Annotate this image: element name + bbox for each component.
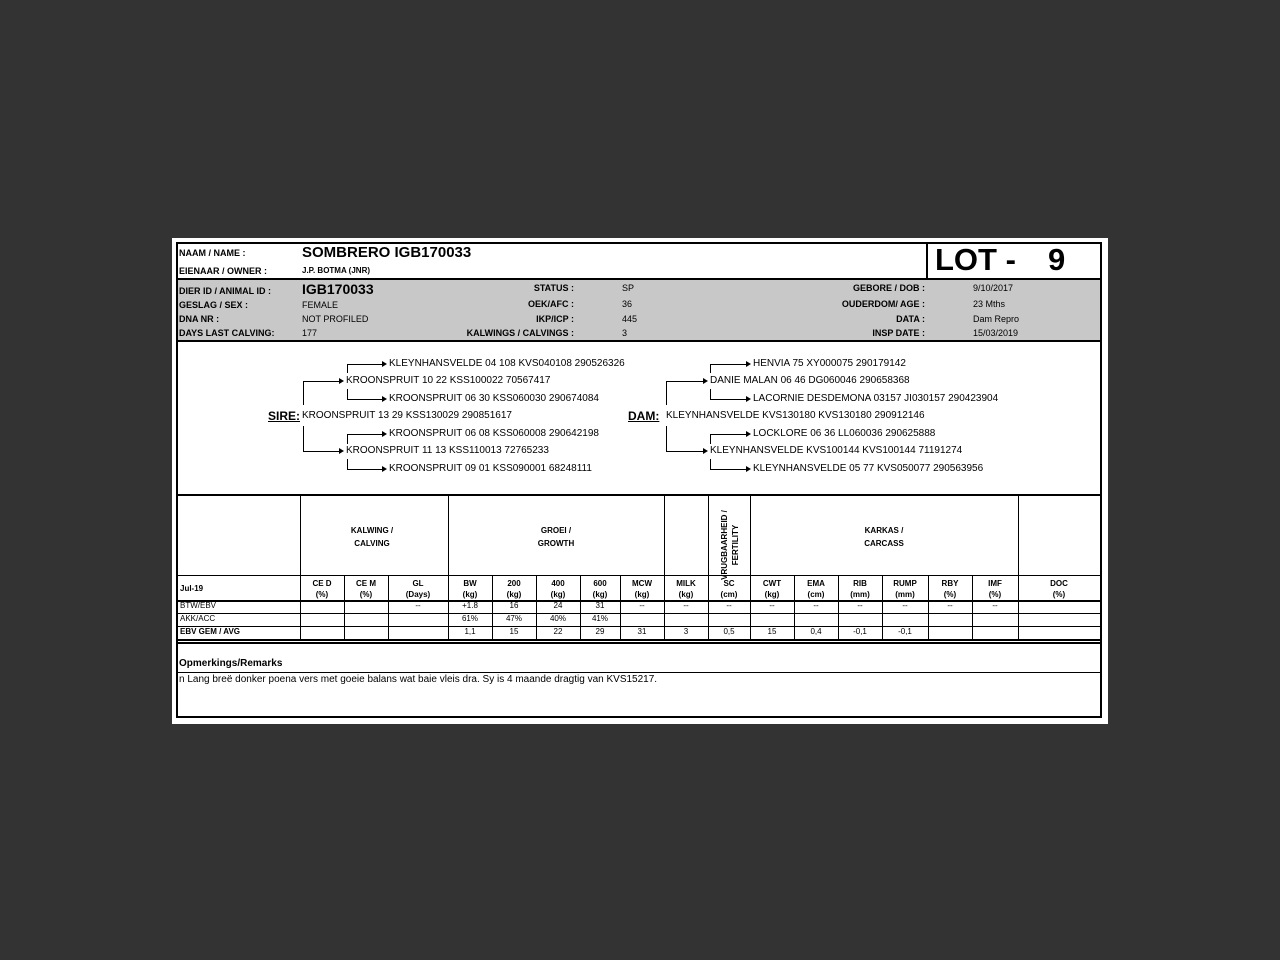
lot-card <box>172 238 1108 724</box>
arrow-icon <box>382 396 387 402</box>
arrow-icon <box>746 361 751 367</box>
ebv-cell: -- <box>992 601 998 610</box>
days-calving-value: 177 <box>302 328 318 338</box>
dna-label: DNA NR : <box>179 314 220 324</box>
ebv-col-header: CWT (kg) <box>762 579 782 599</box>
ebv-cell: 3 <box>683 627 689 636</box>
ebv-cell: -- <box>639 601 645 610</box>
ebv-col-header: DOC (%) <box>1050 579 1068 599</box>
age-label: OUDERDOM/ AGE : <box>841 299 925 309</box>
lot-number: 9 <box>1048 242 1066 277</box>
calvings-label: KALWINGS / CALVINGS : <box>466 328 574 338</box>
lot-label: LOT - <box>935 242 1016 277</box>
dam: KLEYNHANSVELDE KVS130180 KVS130180 290912146 <box>666 410 925 421</box>
icp-label: IKP/ICP : <box>536 314 574 324</box>
ebv-cell: 1,1 <box>464 627 476 636</box>
age-value: 23 Mths <box>973 299 1006 309</box>
ebv-cell: 61% <box>461 614 478 623</box>
ebv-cell: -- <box>902 601 908 610</box>
ebv-cell: 0,4 <box>810 627 822 636</box>
dam-dam-sire: LOCKLORE 06 36 LL060036 290625888 <box>753 428 936 439</box>
dna-value: NOT PROFILED <box>302 314 369 324</box>
ebv-col-header: EMA (cm) <box>807 579 825 599</box>
calvings-value: 3 <box>622 328 628 338</box>
name-label: NAAM / NAME : <box>179 248 246 258</box>
ebv-col-header: IMF (%) <box>988 579 1002 599</box>
afc-value: 36 <box>622 299 633 309</box>
ebv-cell: 15 <box>509 627 519 636</box>
ebv-cell: 16 <box>509 601 519 610</box>
remarks-text: n Lang breë donker poena vers met goeie balans wat baie vleis dra. Sy is 4 maande dragtig van KVS15217. <box>179 674 658 685</box>
ebv-cell: -- <box>857 601 863 610</box>
insp-date-value: 15/03/2019 <box>973 328 1019 338</box>
sire: KROONSPRUIT 13 29 KSS130029 290851617 <box>302 410 512 421</box>
ebv-row-label: EBV GEM / AVG <box>180 627 241 636</box>
ebv-cell: -0,1 <box>853 627 867 636</box>
ebv-col-header: GL (Days) <box>405 579 431 599</box>
ebv-col-header: RIB (mm) <box>850 579 870 599</box>
data-label: DATA : <box>896 314 925 324</box>
ebv-cell: 40% <box>549 614 566 623</box>
ebv-cell: -- <box>813 601 819 610</box>
ebv-col-header: BW (kg) <box>462 579 478 599</box>
ebv-cell: -- <box>769 601 775 610</box>
ebv-col-header: CE M (%) <box>356 579 376 599</box>
dam-sire-sire: HENVIA 75 XY000075 290179142 <box>753 358 906 369</box>
ebv-col-header: MCW (kg) <box>632 579 652 599</box>
sire-dam: KROONSPRUIT 11 13 KSS110013 72765233 <box>346 445 549 456</box>
dob-label: GEBORE / DOB : <box>852 283 925 293</box>
ebv-col-header: 400 (kg) <box>550 579 566 599</box>
animal-name: SOMBRERO IGB170033 <box>302 244 472 261</box>
ebv-cell: +1.8 <box>462 601 478 610</box>
ebv-row-label: AKK/ACC <box>180 614 216 623</box>
sire-dam-dam: KROONSPRUIT 09 01 KSS090001 68248111 <box>389 463 592 474</box>
ebv-cell: 15 <box>767 627 777 636</box>
ebv-col-header: 600 (kg) <box>592 579 608 599</box>
dob-value: 9/10/2017 <box>973 283 1014 293</box>
arrow-icon <box>746 466 751 472</box>
dam-sire: DANIE MALAN 06 46 DG060046 290658368 <box>710 375 910 386</box>
arrow-icon <box>339 448 344 454</box>
ebv-cell: -- <box>683 601 689 610</box>
sire-sire-dam: KROONSPRUIT 06 30 KSS060030 290674084 <box>389 393 599 404</box>
ebv-col-header: RBY (%) <box>941 579 959 599</box>
owner-label: EIENAAR / OWNER : <box>179 266 268 276</box>
arrow-icon <box>382 431 387 437</box>
dam-dam-dam: KLEYNHANSVELDE 05 77 KVS050077 290563956 <box>753 463 984 474</box>
ebv-cell: 31 <box>595 601 605 610</box>
ebv-col-header: MILK (kg) <box>676 579 696 599</box>
remarks-title: Opmerkings/Remarks <box>179 658 283 669</box>
ebv-cell: 47% <box>505 614 522 623</box>
afc-label: OEK/AFC : <box>528 299 574 309</box>
dam-label: DAM: <box>628 409 660 423</box>
ebv-cell: -- <box>726 601 732 610</box>
calving-group-header: KALWING / CALVING <box>350 526 394 548</box>
fertility-group-header: VRUGBAARHEID / FERTILITY <box>720 510 740 580</box>
sire-dam-sire: KROONSPRUIT 06 08 KSS060008 290642198 <box>389 428 599 439</box>
owner-value: J.P. BOTMA (JNR) <box>302 266 371 275</box>
ebv-cell: 31 <box>637 627 647 636</box>
arrow-icon <box>746 396 751 402</box>
sex-value: FEMALE <box>302 300 339 310</box>
arrow-icon <box>382 361 387 367</box>
sex-label: GESLAG / SEX : <box>179 300 249 310</box>
arrow-icon <box>339 378 344 384</box>
ebv-cell: -- <box>947 601 953 610</box>
carcass-group-header: KARKAS / CARCASS <box>864 526 904 548</box>
animal-id-value: IGB170033 <box>302 281 374 297</box>
arrow-icon <box>746 431 751 437</box>
ebv-cell: -0,1 <box>898 627 912 636</box>
status-label: STATUS : <box>533 283 574 293</box>
data-value: Dam Repro <box>973 314 1020 324</box>
arrow-icon <box>382 466 387 472</box>
arrow-icon <box>703 378 708 384</box>
sire-sire-sire: KLEYNHANSVELDE 04 108 KVS040108 290526326 <box>389 358 625 369</box>
sire-label: SIRE: <box>268 409 301 423</box>
ebv-cell: 29 <box>595 627 605 636</box>
insp-date-label: INSP DATE : <box>872 328 925 338</box>
ebv-col-header: 200 (kg) <box>506 579 522 599</box>
days-calving-label: DAYS LAST CALVING: <box>179 328 275 338</box>
dam-dam: KLEYNHANSVELDE KVS100144 KVS100144 71191274 <box>710 445 963 456</box>
ebv-cell: 41% <box>591 614 608 623</box>
ebv-col-header: CE D (%) <box>312 579 332 599</box>
icp-value: 445 <box>622 314 638 324</box>
status-value: SP <box>622 283 635 293</box>
ebv-row-label: BTW/EBV <box>180 601 217 610</box>
dam-sire-dam: LACORNIE DESDEMONA 03157 JI030157 290423904 <box>753 393 999 404</box>
ebv-cell: 24 <box>553 601 563 610</box>
ebv-date: Jul-19 <box>180 584 204 593</box>
ebv-cell: 0,5 <box>723 627 735 636</box>
ebv-col-header: SC (cm) <box>720 579 738 599</box>
growth-group-header: GROEI / GROWTH <box>537 526 575 548</box>
arrow-icon <box>703 448 708 454</box>
ebv-cell: -- <box>415 601 421 610</box>
animal-id-label: DIER ID / ANIMAL ID : <box>179 286 271 296</box>
sire-sire: KROONSPRUIT 10 22 KSS100022 70567417 <box>346 375 551 386</box>
ebv-cell: 22 <box>553 627 563 636</box>
ebv-col-header: RUMP (mm) <box>893 579 917 599</box>
